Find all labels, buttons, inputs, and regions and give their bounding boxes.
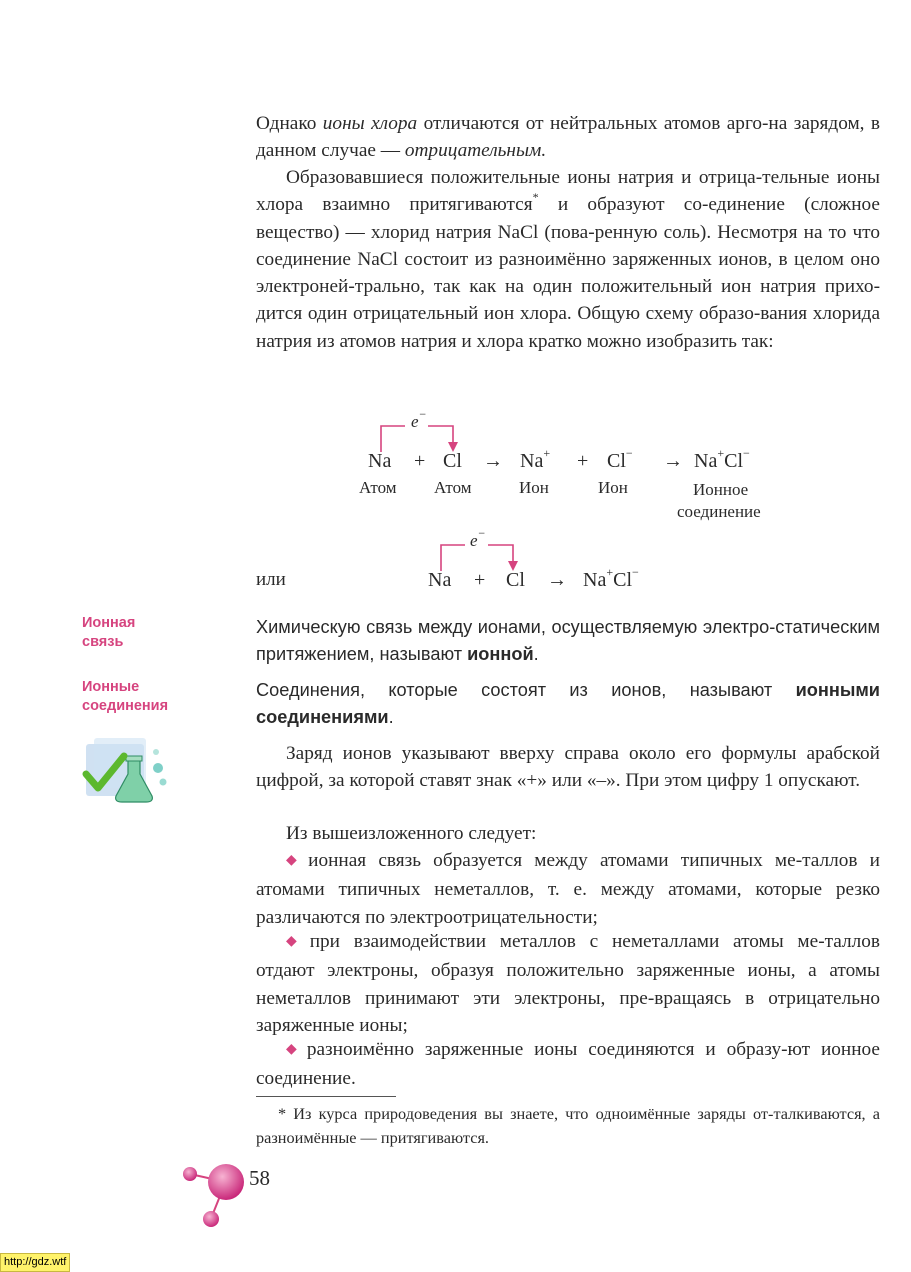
definition-ionic-compounds	[256, 677, 880, 731]
flask-checkmark-icon	[80, 738, 170, 808]
chlorine-atom: Cl	[506, 569, 525, 591]
reaction-arrow: →	[547, 569, 567, 591]
sodium-atom: Na	[368, 450, 392, 472]
text: Соединения, которые состоят из ионов, называют	[256, 680, 796, 700]
plus-sign: +	[474, 569, 486, 591]
diamond-bullet-icon: ◆	[286, 853, 305, 868]
text: Однако	[256, 113, 323, 134]
label-ionic-compound: Ионное	[693, 480, 749, 499]
text: Образовавшиеся положительные ионы натрия и отрица-тельные ионы хлора взаимно притягиваются	[256, 167, 880, 216]
bullet-item	[256, 1036, 880, 1093]
diamond-bullet-icon: ◆	[286, 1042, 303, 1057]
bullet-text: разноимённо заряженные ионы соединяются и образу-ют ионное соединение.	[256, 1039, 880, 1090]
text: .	[533, 644, 539, 664]
text: отличаются от нейтральных атомов арго-на зарядом, в данном случае —	[256, 113, 880, 162]
reaction-arrow: →	[483, 450, 503, 472]
bullet-item	[256, 928, 880, 1039]
emphasis-negative: отрицательным.	[404, 140, 547, 162]
sodium-atom: Na	[428, 569, 452, 591]
paragraph-intro	[256, 110, 880, 165]
label-atom: Атом	[434, 478, 472, 497]
electron-label: e−	[470, 526, 486, 550]
watermark-link[interactable]: http://gdz.wtf	[0, 1253, 70, 1272]
footnote-marker: *	[532, 189, 539, 204]
paragraph-conclusion-intro: Из вышеизложенного следует:	[286, 823, 537, 844]
plus-sign: +	[577, 450, 589, 472]
sodium-ion: Na+	[520, 446, 551, 472]
bullet-item	[256, 847, 880, 931]
margin-note-ionic-compounds: Ионные соединения	[82, 679, 169, 714]
diamond-bullet-icon: ◆	[286, 934, 306, 949]
paragraph-nacl-formation	[256, 164, 880, 355]
label-atom: Атом	[359, 478, 397, 497]
footnote-divider	[256, 1096, 396, 1097]
bullet-text: при взаимодействии металлов с неметаллами атомы ме-таллов отдают электроны, образуя положительно заряженные ионы, а атомы неметаллов принимают эти электроны, пре-вращаясь в отрицательно заряженные ионы;	[256, 931, 880, 1036]
ionic-compound-formula: Na+Cl−	[694, 446, 750, 472]
ionic-compound-formula: Na+Cl−	[583, 565, 639, 591]
text: и образуют со-единение (сложное вещество) — хлорид натрия NaCl (пова-ренную соль). Несмотря на то что соединение NaCl состоит из разноимённо заряженных ионов, в целом оно электроней-трально, так как на один положительный ион натрия прихо-дится один отрицательный ион хлора. Общую схему образо-вания хлорида натрия из атомов натрия и хлора кратко можно изобразить так:	[256, 194, 880, 352]
term-ionic: ионной	[467, 644, 534, 664]
margin-note-ionic-bond: Ионная связь	[82, 615, 136, 650]
chloride-ion: Cl−	[607, 446, 633, 472]
footnote: * Из курса природоведения вы знаете, что одноимённые заряды от-талкиваются, а разноимённые — притягиваются.	[256, 1104, 880, 1147]
bullet-text: ионная связь образуется между атомами типичных ме-таллов и атомами типичных неметаллов, т. е. между атомами, которые резко различаются по электроотрицательности;	[256, 850, 880, 928]
label-ion: Ион	[519, 478, 549, 497]
page-number: 58	[249, 1166, 270, 1190]
definition-ionic-bond	[256, 614, 880, 668]
text: Химическую связь между ионами, осуществляемую электро-статическим притяжением, называют	[256, 617, 880, 664]
emphasis-chlorine-ions: ионы хлора	[322, 113, 418, 134]
text: .	[388, 707, 394, 727]
paragraph-charge-notation: Заряд ионов указывают вверху справа около его формулы арабской цифрой, за которой ставят знак «+» или «–». При этом цифру 1 опускают.	[256, 743, 880, 792]
or-label: или	[256, 569, 286, 590]
plus-sign: +	[414, 450, 426, 472]
label-ionic-compound: соединение	[677, 502, 761, 521]
term-ionic-compounds: ионными соединениями	[256, 680, 880, 727]
molecule-icon	[178, 1158, 250, 1232]
reaction-arrow: →	[663, 450, 683, 472]
electron-label: e−	[411, 407, 427, 431]
chlorine-atom: Cl	[443, 450, 462, 472]
label-ion: Ион	[598, 478, 628, 497]
